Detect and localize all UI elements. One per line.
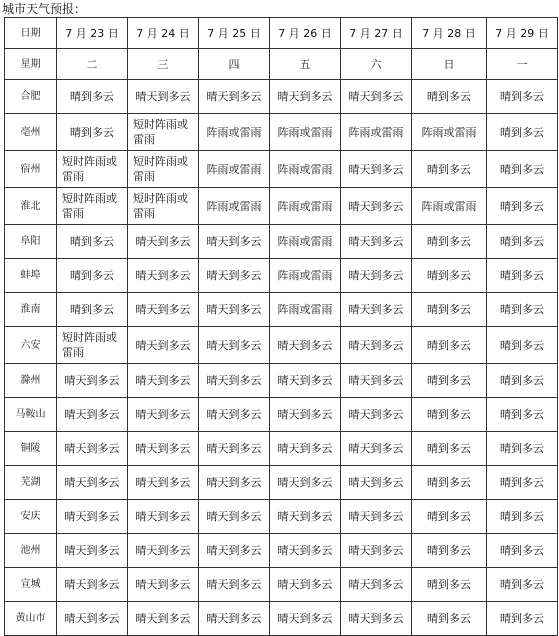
forecast-cell: 阵雨或雷雨 <box>412 188 487 225</box>
forecast-cell: 晴到多云 <box>487 114 558 151</box>
forecast-cell: 晴到多云 <box>487 327 558 364</box>
table-row <box>5 568 558 602</box>
forecast-cell: 晴到多云 <box>412 534 487 568</box>
forecast-cell: 晴天到多云 <box>128 225 199 259</box>
table-row <box>5 364 558 398</box>
forecast-cell: 晴到多云 <box>487 225 558 259</box>
forecast-cell: 晴天到多云 <box>270 568 341 602</box>
page-title: 城市天气预报： <box>2 2 87 16</box>
forecast-cell: 晴天到多云 <box>128 500 199 534</box>
forecast-cell: 晴到多云 <box>487 500 558 534</box>
forecast-cell: 晴到多云 <box>412 327 487 364</box>
forecast-cell: 晴天到多云 <box>199 500 270 534</box>
forecast-cell: 短时阵雨或雷雨 <box>128 151 199 188</box>
forecast-cell: 阵雨或雷雨 <box>199 188 270 225</box>
forecast-cell: 晴天到多云 <box>199 225 270 259</box>
forecast-cell: 晴天到多云 <box>128 398 199 432</box>
forecast-cell: 晴天到多云 <box>199 568 270 602</box>
forecast-cell: 晴天到多云 <box>341 259 412 293</box>
forecast-cell: 晴天到多云 <box>199 398 270 432</box>
table-row <box>5 327 558 364</box>
forecast-cell: 晴天到多云 <box>128 80 199 114</box>
forecast-cell: 晴到多云 <box>487 188 558 225</box>
city-name: 蚌埠 <box>5 259 57 293</box>
city-name: 黄山市 <box>5 602 57 636</box>
forecast-cell: 晴到多云 <box>412 500 487 534</box>
forecast-cell: 晴到多云 <box>487 432 558 466</box>
forecast-cell: 晴到多云 <box>412 466 487 500</box>
forecast-cell: 晴天到多云 <box>128 602 199 636</box>
forecast-cell: 晴天到多云 <box>128 364 199 398</box>
header-row-weekdays <box>5 49 558 80</box>
forecast-cell: 晴天到多云 <box>341 500 412 534</box>
forecast-cell: 短时阵雨或雷雨 <box>128 114 199 151</box>
forecast-cell: 阵雨或雷雨 <box>341 114 412 151</box>
city-name: 宣城 <box>5 568 57 602</box>
forecast-cell: 晴天到多云 <box>341 364 412 398</box>
table-row <box>5 188 558 225</box>
forecast-cell: 晴天到多云 <box>341 466 412 500</box>
forecast-cell: 晴天到多云 <box>341 80 412 114</box>
forecast-cell: 晴到多云 <box>57 114 128 151</box>
table-row <box>5 500 558 534</box>
weather-forecast-table <box>4 17 558 636</box>
forecast-cell: 晴天到多云 <box>270 466 341 500</box>
forecast-cell: 晴天到多云 <box>341 568 412 602</box>
forecast-cell: 阵雨或雷雨 <box>270 259 341 293</box>
header-row-dates <box>5 18 558 49</box>
forecast-cell: 晴到多云 <box>412 151 487 188</box>
forecast-cell: 晴到多云 <box>487 568 558 602</box>
table-row <box>5 114 558 151</box>
forecast-cell: 短时阵雨或雷雨 <box>57 151 128 188</box>
weekday-header: 日 <box>412 49 487 80</box>
table-row <box>5 534 558 568</box>
forecast-cell: 短时阵雨或雷雨 <box>57 188 128 225</box>
table-row <box>5 80 558 114</box>
forecast-cell: 晴天到多云 <box>199 259 270 293</box>
city-name: 亳州 <box>5 114 57 151</box>
forecast-cell: 晴天到多云 <box>128 293 199 327</box>
forecast-cell: 晴到多云 <box>412 364 487 398</box>
forecast-cell: 晴天到多云 <box>57 398 128 432</box>
date-header: 7 月 24 日 <box>128 18 199 49</box>
forecast-cell: 晴到多云 <box>487 151 558 188</box>
forecast-cell: 阵雨或雷雨 <box>270 293 341 327</box>
forecast-cell: 晴到多云 <box>487 259 558 293</box>
forecast-cell: 晴到多云 <box>57 293 128 327</box>
table-row <box>5 151 558 188</box>
date-header: 7 月 28 日 <box>412 18 487 49</box>
forecast-cell: 晴天到多云 <box>270 534 341 568</box>
table-row <box>5 432 558 466</box>
city-name: 滁州 <box>5 364 57 398</box>
weekday-header: 五 <box>270 49 341 80</box>
forecast-cell: 晴天到多云 <box>57 500 128 534</box>
forecast-cell: 晴天到多云 <box>128 432 199 466</box>
table-body <box>5 18 558 636</box>
date-header: 7 月 25 日 <box>199 18 270 49</box>
forecast-cell: 晴到多云 <box>487 602 558 636</box>
forecast-cell: 晴天到多云 <box>128 259 199 293</box>
forecast-cell: 晴天到多云 <box>57 602 128 636</box>
weekday-header: 六 <box>341 49 412 80</box>
table-row <box>5 466 558 500</box>
forecast-cell: 晴到多云 <box>57 225 128 259</box>
forecast-cell: 阵雨或雷雨 <box>412 114 487 151</box>
table-row <box>5 259 558 293</box>
forecast-cell: 晴天到多云 <box>341 398 412 432</box>
forecast-cell: 晴到多云 <box>487 466 558 500</box>
forecast-cell: 晴天到多云 <box>128 534 199 568</box>
weekday-header: 三 <box>128 49 199 80</box>
date-header: 7 月 26 日 <box>270 18 341 49</box>
forecast-cell: 晴天到多云 <box>270 500 341 534</box>
forecast-cell: 晴天到多云 <box>270 398 341 432</box>
forecast-cell: 阵雨或雷雨 <box>270 114 341 151</box>
forecast-cell: 晴到多云 <box>412 225 487 259</box>
forecast-cell: 晴天到多云 <box>341 225 412 259</box>
date-header: 7 月 23 日 <box>57 18 128 49</box>
forecast-cell: 晴天到多云 <box>199 327 270 364</box>
forecast-cell: 晴天到多云 <box>199 364 270 398</box>
forecast-cell: 晴天到多云 <box>128 466 199 500</box>
city-name: 合肥 <box>5 80 57 114</box>
table-row <box>5 293 558 327</box>
city-name: 淮北 <box>5 188 57 225</box>
forecast-cell: 晴到多云 <box>57 259 128 293</box>
forecast-cell: 短时阵雨或雷雨 <box>128 188 199 225</box>
forecast-cell: 晴天到多云 <box>341 293 412 327</box>
forecast-cell: 晴天到多云 <box>341 151 412 188</box>
forecast-cell: 晴到多云 <box>412 259 487 293</box>
forecast-cell: 晴天到多云 <box>341 602 412 636</box>
forecast-cell: 晴天到多云 <box>341 327 412 364</box>
weekday-header-label: 星期 <box>5 49 57 80</box>
forecast-cell: 阵雨或雷雨 <box>270 188 341 225</box>
forecast-cell: 晴天到多云 <box>270 432 341 466</box>
forecast-cell: 阵雨或雷雨 <box>270 225 341 259</box>
weekday-header: 一 <box>487 49 558 80</box>
forecast-cell: 晴天到多云 <box>57 534 128 568</box>
forecast-cell: 晴天到多云 <box>128 327 199 364</box>
forecast-cell: 晴天到多云 <box>199 466 270 500</box>
city-name: 阜阳 <box>5 225 57 259</box>
forecast-cell: 晴到多云 <box>57 80 128 114</box>
forecast-cell: 短时阵雨或雷雨 <box>57 327 128 364</box>
forecast-cell: 晴天到多云 <box>57 432 128 466</box>
forecast-cell: 晴天到多云 <box>57 466 128 500</box>
forecast-cell: 阵雨或雷雨 <box>270 151 341 188</box>
city-name: 六安 <box>5 327 57 364</box>
forecast-cell: 阵雨或雷雨 <box>199 114 270 151</box>
forecast-cell: 晴到多云 <box>412 398 487 432</box>
forecast-cell: 晴到多云 <box>412 432 487 466</box>
forecast-cell: 晴天到多云 <box>57 364 128 398</box>
forecast-cell: 晴天到多云 <box>270 602 341 636</box>
city-name: 淮南 <box>5 293 57 327</box>
forecast-cell: 阵雨或雷雨 <box>199 151 270 188</box>
date-header-label: 日期 <box>5 18 57 49</box>
forecast-cell: 晴到多云 <box>412 568 487 602</box>
forecast-cell: 晴天到多云 <box>57 568 128 602</box>
forecast-cell: 晴天到多云 <box>341 432 412 466</box>
forecast-cell: 晴到多云 <box>412 293 487 327</box>
city-name: 铜陵 <box>5 432 57 466</box>
table-row <box>5 398 558 432</box>
forecast-cell: 晴天到多云 <box>270 80 341 114</box>
forecast-cell: 晴天到多云 <box>199 293 270 327</box>
forecast-cell: 晴天到多云 <box>341 534 412 568</box>
forecast-cell: 晴天到多云 <box>199 602 270 636</box>
forecast-cell: 晴天到多云 <box>128 568 199 602</box>
weekday-header: 二 <box>57 49 128 80</box>
forecast-cell: 晴到多云 <box>412 80 487 114</box>
table-row <box>5 602 558 636</box>
city-name: 马鞍山 <box>5 398 57 432</box>
forecast-cell: 晴天到多云 <box>270 364 341 398</box>
forecast-cell: 晴到多云 <box>487 364 558 398</box>
forecast-cell: 晴到多云 <box>487 293 558 327</box>
forecast-cell: 晴到多云 <box>487 80 558 114</box>
forecast-cell: 晴到多云 <box>412 602 487 636</box>
weekday-header: 四 <box>199 49 270 80</box>
city-name: 芜湖 <box>5 466 57 500</box>
forecast-cell: 晴天到多云 <box>199 80 270 114</box>
forecast-cell: 晴到多云 <box>487 398 558 432</box>
forecast-cell: 晴天到多云 <box>199 534 270 568</box>
table-row <box>5 225 558 259</box>
forecast-cell: 晴天到多云 <box>199 432 270 466</box>
city-name: 宿州 <box>5 151 57 188</box>
date-header: 7 月 27 日 <box>341 18 412 49</box>
city-name: 池州 <box>5 534 57 568</box>
date-header: 7 月 29 日 <box>487 18 558 49</box>
forecast-cell: 晴天到多云 <box>341 188 412 225</box>
forecast-cell: 晴天到多云 <box>270 327 341 364</box>
city-name: 安庆 <box>5 500 57 534</box>
forecast-cell: 晴到多云 <box>487 534 558 568</box>
